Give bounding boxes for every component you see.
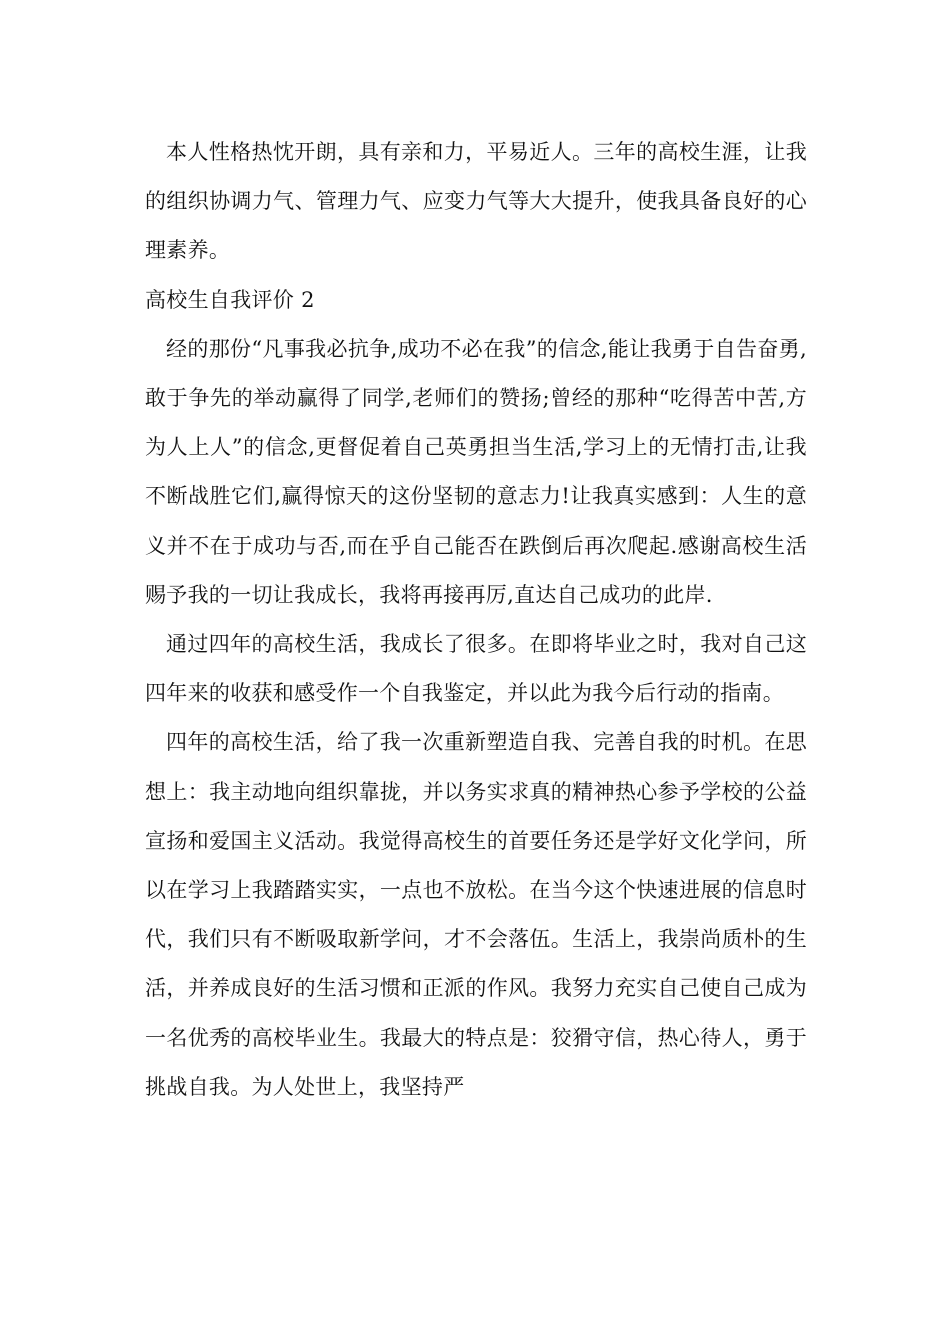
paragraph-summary: 通过四年的高校生活，我成长了很多。在即将毕业之时，我对自己这四年来的收获和感受作一个自我鉴定，并以此为我今后行动的指南。 xyxy=(145,632,807,706)
paragraph-intro: 本人性格热忱开朗，具有亲和力，平易近人。三年的高校生涯，让我的组织协调力气、管理力气、应变力气等大大提升，使我具备良好的心理素养。 xyxy=(145,140,807,263)
document-body xyxy=(145,128,807,1112)
paragraph-four-years: 四年的高校生活，给了我一次重新塑造自我、完善自我的时机。在思想上：我主动地向组织靠拢，并以务实求真的精神热心参予学校的公益宣扬和爱国主义活动。我觉得高校生的首要任务还是学好文化学问，所以在学习上我踏踏实实，一点也不放松。在当今这个快速进展的信息时代，我们只有不断吸取新学问，才不会落伍。生活上，我崇尚质朴的生活，并养成良好的生活习惯和正派的作风。我努力充实自己使自己成为一名优秀的高校毕业生。我最大的特点是：狡猾守信，热心待人，勇于挑战自我。为人处世上，我坚持严 xyxy=(145,730,807,1099)
paragraph-belief: 经的那份“凡事我必抗争,成功不必在我”的信念,能让我勇于自告奋勇,敢于争先的举动赢得了同学,老师们的赞扬;曾经的那种“吃得苦中苦,方为人上人”的信念,更督促着自己英勇担当生活,学习上的无情打击,让我不断战胜它们,赢得惊天的这份坚韧的意志力!让我真实感到：人生的意义并不在于成功与否,而在乎自己能否在跌倒后再次爬起.感谢高校生活赐予我的一切让我成长，我将再接再厉,直达自己成功的此岸. xyxy=(145,336,807,607)
section-heading: 高校生自我评价 2 xyxy=(145,287,315,312)
